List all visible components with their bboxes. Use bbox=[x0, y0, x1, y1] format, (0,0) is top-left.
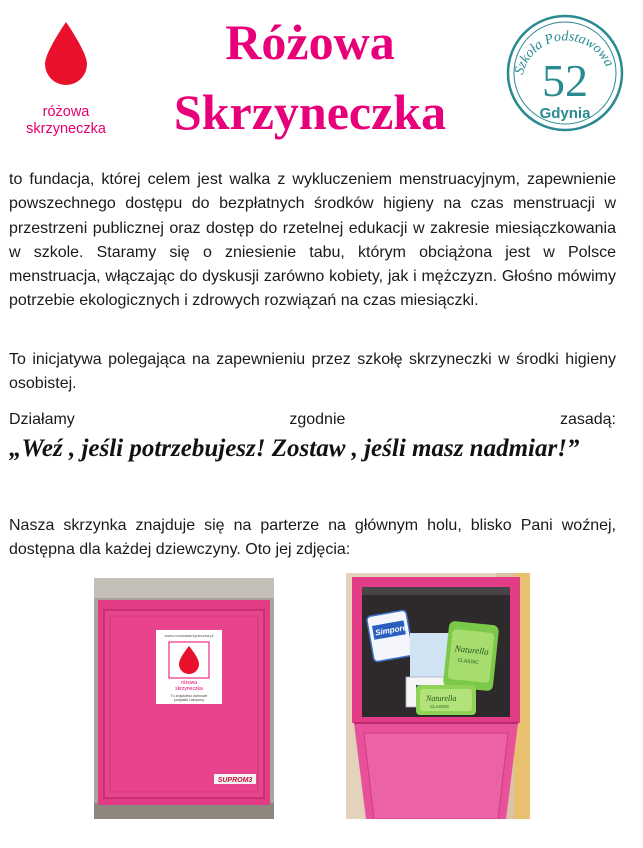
pack-sub-2: CLASSIC bbox=[457, 657, 480, 666]
pack-brand-2: Naturella bbox=[454, 643, 490, 657]
sticker-text-line2: skrzyneczka bbox=[175, 686, 203, 692]
pack-brand-3: Naturella bbox=[426, 694, 457, 703]
sticker-text-line1: różowa bbox=[180, 680, 198, 686]
intro-paragraph: to fundacja, której celem jest walka z wykluczeniem menstruacyjnym, zapewnienie powszechnego dostępu do bezpłatnych środków higieny na czas menstruacji w przestrzeni publicznej oraz dostęp do rzetelnej edukacji w zakresie miesiączkowania w szkole. Staramy się o zniesienie tabu, którym obciążona jest w Polsce menstruacja, włączając do dyskusji zarówno kobiety, jak i mężczyzn. Głośno mówimy potrzebie ekologicznych i zdrowych rozwiązań na czas miesiączki. bbox=[9, 171, 616, 310]
rozowa-skrzyneczka-logo bbox=[16, 8, 116, 138]
brand-plate: SUPROM3 bbox=[217, 777, 253, 784]
badge-city: Gdynia bbox=[539, 105, 591, 122]
blood-drop-icon bbox=[43, 22, 89, 86]
sticker-url: www.rozowaskrzyneczka.pl bbox=[164, 633, 214, 638]
pack-sub-3: CLASSIC bbox=[430, 704, 450, 709]
sticker-caption-line1: Tu znajdziesz darmowe bbox=[170, 694, 208, 698]
pack-brand-1: Simpore bbox=[374, 623, 408, 638]
location-paragraph: Nasza skrzynka znajduje się na parterze na głównym holu, blisko Pani woźnej, dostępna dla każdej dziewczyny. Oto jej zdjęcia: bbox=[9, 517, 616, 559]
logo-text-line2: skrzyneczka bbox=[26, 121, 106, 137]
logo-text-line1: różowa bbox=[42, 104, 90, 120]
initiative-paragraph: To inicjatywa polegająca na zapewnieniu przez szkołę skrzyneczki w środki higieny osobistej. bbox=[9, 351, 616, 393]
badge-number: 52 bbox=[542, 55, 588, 106]
photo-closed-box bbox=[94, 578, 274, 819]
motto-quote: „Weź , jeśli potrzebujesz! Zostaw , jeśli masz nadmiar!” bbox=[9, 435, 580, 462]
page-title-line2: Skrzyneczka bbox=[173, 84, 447, 140]
sticker-caption-line2: podpaski i tampony bbox=[173, 698, 205, 702]
photo-open-box bbox=[346, 573, 530, 819]
badge-arc-text: Szkoła Podstawowa bbox=[512, 29, 617, 77]
page-title-line1: Różowa bbox=[225, 14, 395, 70]
rule-intro: Działamy zgodnie zasadą: bbox=[9, 411, 616, 428]
school-badge-logo bbox=[506, 14, 624, 132]
